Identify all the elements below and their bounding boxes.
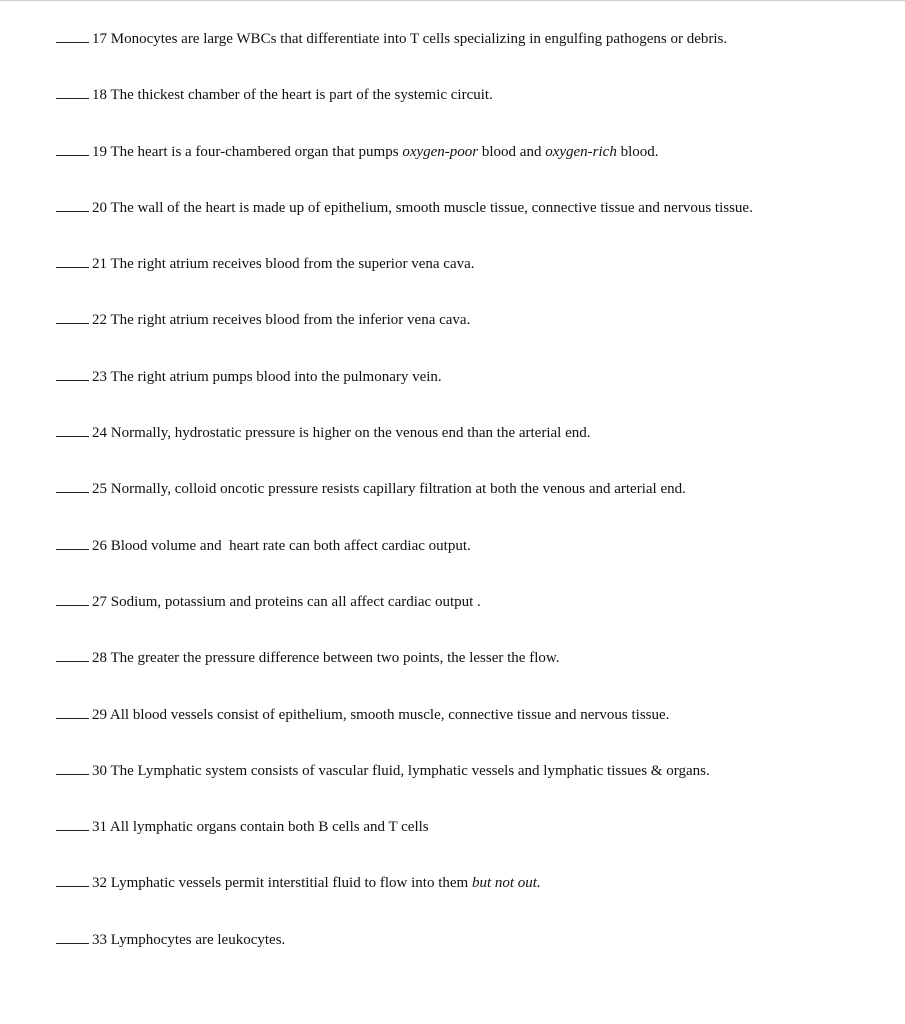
question-text-segment: 31 All lymphatic organs contain both B cells and T cells bbox=[92, 819, 429, 836]
answer-blank[interactable] bbox=[56, 491, 89, 493]
question-list bbox=[56, 31, 896, 988]
question-text bbox=[92, 538, 471, 555]
answer-blank[interactable] bbox=[56, 322, 89, 324]
question-text bbox=[92, 87, 493, 104]
question-item bbox=[56, 481, 896, 537]
question-item bbox=[56, 763, 896, 819]
question-item bbox=[56, 650, 896, 706]
question-text-segment: 27 Sodium, potassium and proteins can all affect cardiac output . bbox=[92, 593, 481, 610]
question-item bbox=[56, 31, 896, 87]
answer-blank[interactable] bbox=[56, 548, 89, 550]
answer-blank[interactable] bbox=[56, 97, 89, 99]
question-text bbox=[92, 932, 285, 949]
question-text bbox=[92, 200, 753, 217]
answer-blank[interactable] bbox=[56, 604, 89, 606]
answer-blank[interactable] bbox=[56, 266, 89, 268]
question-text-segment: 25 Normally, colloid oncotic pressure resists capillary filtration at both the venous and arterial end. bbox=[92, 481, 686, 498]
question-item bbox=[56, 819, 896, 875]
answer-blank[interactable] bbox=[56, 41, 89, 43]
question-text-segment: blood. bbox=[616, 143, 659, 160]
question-item bbox=[56, 538, 896, 594]
question-text-segment: 33 Lymphocytes are leukocytes. bbox=[92, 931, 286, 948]
question-text-segment: 26 Blood volume and heart rate can both affect cardiac output. bbox=[92, 537, 471, 554]
question-text bbox=[92, 481, 686, 498]
question-item bbox=[56, 256, 896, 312]
question-text-segment: 21 The right atrium receives blood from the superior vena cava. bbox=[92, 256, 475, 273]
question-item bbox=[56, 200, 896, 256]
answer-blank[interactable] bbox=[56, 885, 89, 887]
answer-blank[interactable] bbox=[56, 435, 89, 437]
question-text-segment: 18 The thickest chamber of the heart is part of the systemic circuit. bbox=[92, 87, 493, 104]
question-text bbox=[92, 650, 559, 667]
question-text bbox=[92, 763, 710, 780]
question-text-segment: 20 The wall of the heart is made up of epithelium, smooth muscle tissue, connective tissue and nervous tissue. bbox=[92, 199, 753, 216]
question-text-segment: 23 The right atrium pumps blood into the pulmonary vein. bbox=[92, 368, 442, 385]
answer-blank[interactable] bbox=[56, 379, 89, 381]
question-text-segment: 32 Lymphatic vessels permit interstitial fluid to flow into them bbox=[92, 875, 472, 892]
answer-blank[interactable] bbox=[56, 773, 89, 775]
question-text-italic: but not out. bbox=[471, 875, 541, 892]
question-text-segment: blood and bbox=[478, 143, 546, 160]
question-item bbox=[56, 87, 896, 143]
question-text bbox=[92, 425, 590, 442]
question-item bbox=[56, 425, 896, 481]
question-text-segment: 17 Monocytes are large WBCs that differentiate into T cells specializing in engulfing pathogens or debris. bbox=[92, 31, 728, 47]
question-text bbox=[92, 256, 475, 273]
answer-blank[interactable] bbox=[56, 210, 89, 212]
question-text bbox=[92, 312, 470, 329]
question-text-segment: 28 The greater the pressure difference between two points, the lesser the flow. bbox=[92, 650, 560, 667]
question-text-italic: oxygen-poor bbox=[402, 143, 479, 160]
question-text-segment: 29 All blood vessels consist of epithelium, smooth muscle, connective tissue and nervous tissue. bbox=[92, 706, 670, 723]
question-text bbox=[92, 707, 669, 724]
question-text bbox=[92, 875, 541, 892]
question-item bbox=[56, 144, 896, 200]
question-text bbox=[92, 819, 429, 836]
question-item bbox=[56, 369, 896, 425]
question-item bbox=[56, 312, 896, 368]
answer-blank[interactable] bbox=[56, 942, 89, 944]
question-text-segment: 24 Normally, hydrostatic pressure is higher on the venous end than the arterial end. bbox=[92, 425, 591, 442]
question-text bbox=[92, 144, 659, 161]
question-text-segment: 19 The heart is a four-chambered organ that pumps bbox=[92, 143, 403, 160]
answer-blank[interactable] bbox=[56, 829, 89, 831]
question-item bbox=[56, 594, 896, 650]
answer-blank[interactable] bbox=[56, 717, 89, 719]
question-item bbox=[56, 875, 896, 931]
answer-blank[interactable] bbox=[56, 660, 89, 662]
answer-blank[interactable] bbox=[56, 154, 89, 156]
question-text-segment: 22 The right atrium receives blood from the inferior vena cava. bbox=[92, 312, 471, 329]
question-text bbox=[92, 31, 727, 48]
question-text bbox=[92, 369, 442, 386]
question-text-italic: oxygen-rich bbox=[545, 143, 617, 160]
question-text-segment: 30 The Lymphatic system consists of vascular fluid, lymphatic vessels and lymphatic tissues & organs. bbox=[92, 762, 710, 779]
question-item bbox=[56, 932, 896, 988]
question-text bbox=[92, 594, 481, 611]
question-item bbox=[56, 707, 896, 763]
